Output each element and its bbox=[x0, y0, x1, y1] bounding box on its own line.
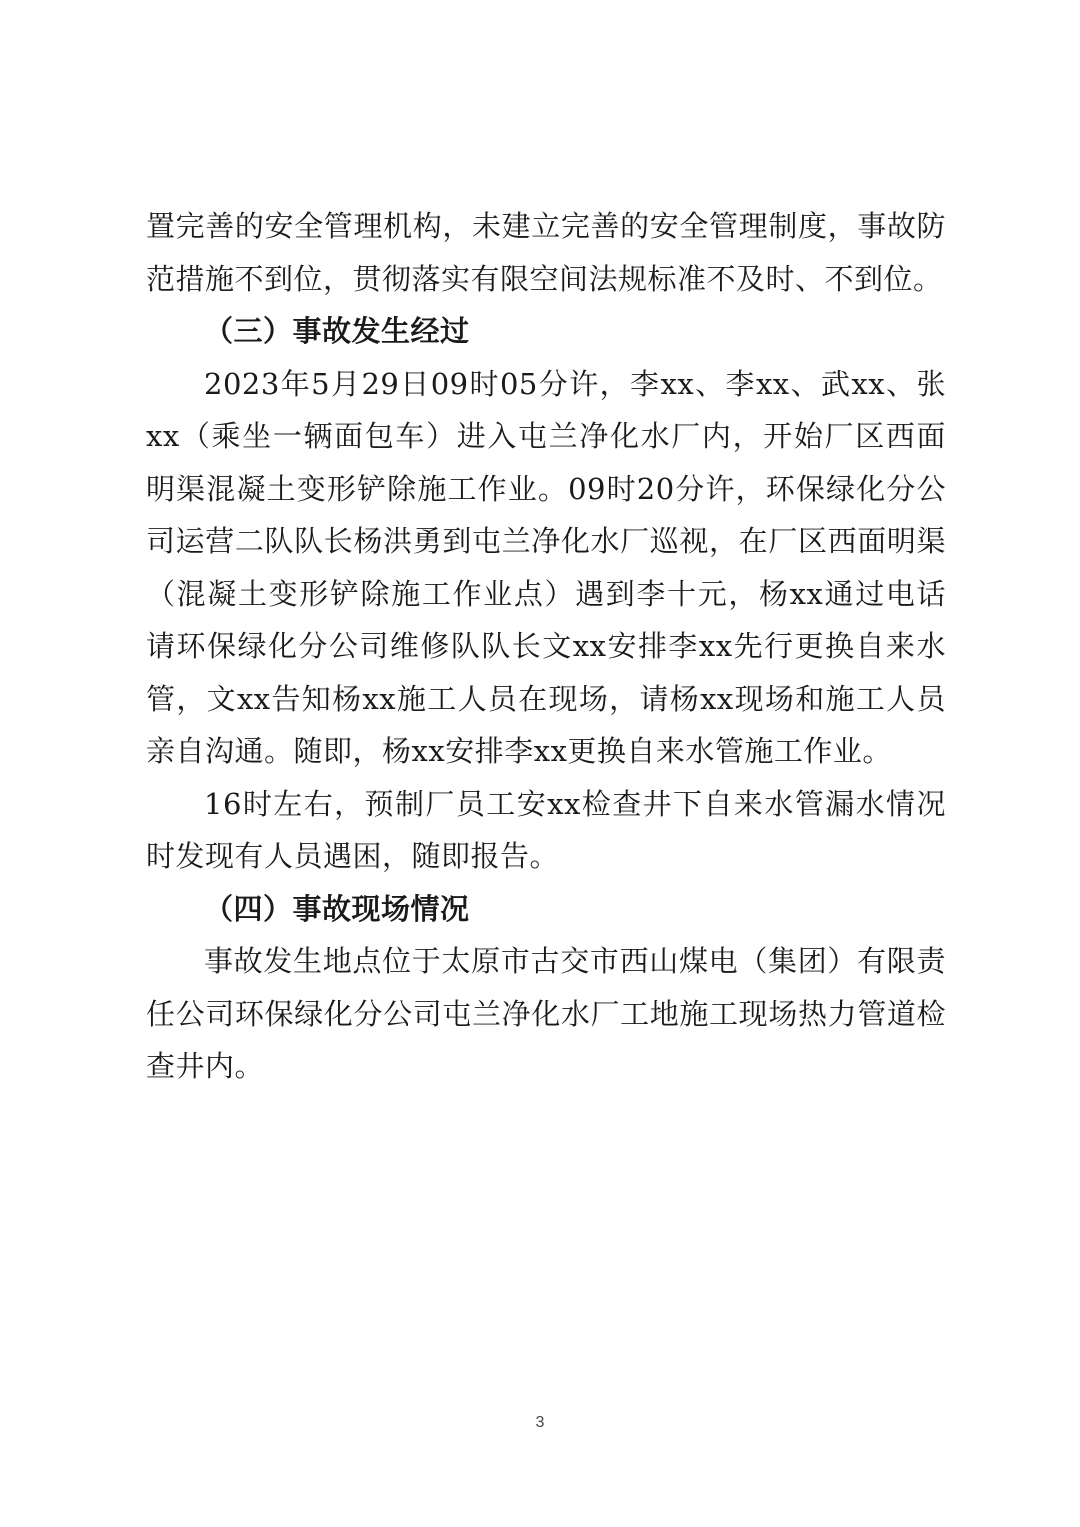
paragraph-discovery: 16时左右，预制厂员工安xx检查井下自来水管漏水情况时发现有人员遇困，随即报告。 bbox=[146, 786, 946, 873]
page-number: 3 bbox=[535, 1414, 545, 1431]
paragraph-accident-process: 2023年5月29日09时05分许，李xx、李xx、武xx、张xx（乘坐一辆面包车）进入屯兰净化水厂内，开始厂区西面明渠混凝土变形铲除施工作业。09时20分许，环保绿化分公司运营二队队长杨洪勇到屯兰净化水厂巡视，在厂区西面明渠（混凝土变形铲除施工作业点）遇到李十元，杨xx通过电话请环保绿化分公司维修队队长文xx安排李xx先行更换自来水管，文xx告知杨xx施工人员在现场，请杨xx现场和施工人员亲自沟通。随即，杨xx安排李xx更换自来水管施工作业。 bbox=[146, 366, 946, 768]
document-body bbox=[146, 200, 946, 1093]
section-heading-four: （四）事故现场情况 bbox=[204, 891, 470, 926]
section-heading-three: （三）事故发生经过 bbox=[204, 314, 470, 348]
paragraph-accident-scene: 事故发生地点位于太原市古交市西山煤电（集团）有限责任公司环保绿化分公司屯兰净化水厂工地施工现场热力管道检查井内。 bbox=[146, 944, 946, 1083]
paragraph-continuation: 置完善的安全管理机构，未建立完善的安全管理制度，事故防范措施不到位，贯彻落实有限空间法规标准不及时、不到位。 bbox=[146, 209, 946, 296]
